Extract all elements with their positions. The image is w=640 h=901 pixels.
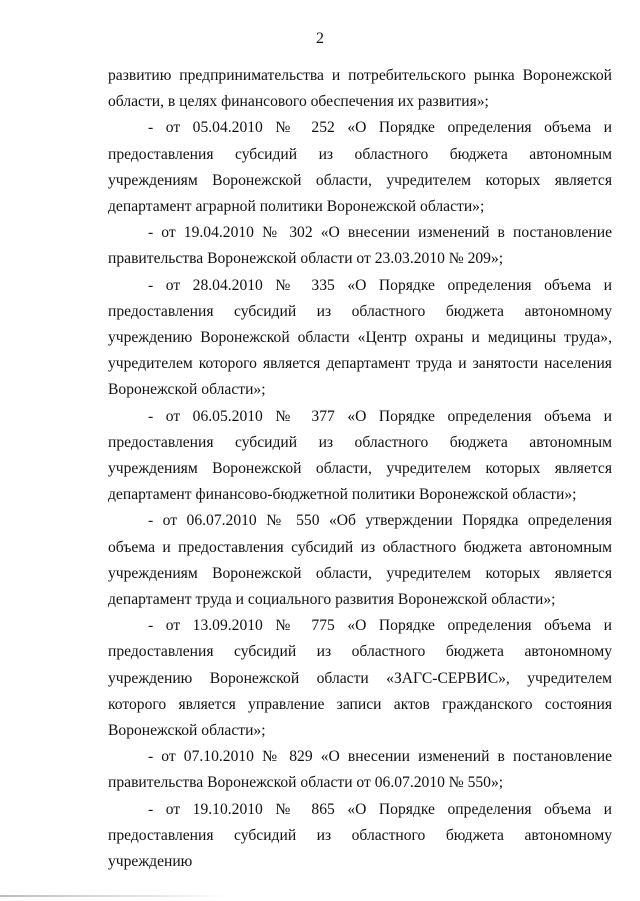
list-item-resolution-377: - от 06.05.2010 № 377 «О Порядке определения объема и предоставления субсидий из областного бюджета автономным учреждениям Воронежской области, учредителем которых является департамент финансово-бюджетной политики Воронежской области»;	[108, 407, 612, 504]
list-item-resolution-865: - от 19.10.2010 № 865 «О Порядке определения объема и предоставления субсидий из областного бюджета автономному учреждению	[108, 800, 612, 871]
list-item-resolution-775: - от 13.09.2010 № 775 «О Порядке определения объема и предоставления субсидий из областного бюджета автономному учреждению Воронежской области «ЗАГС-СЕРВИС», учредителем которого является управление записи актов гражданского состояния Воронежской области»;	[108, 617, 612, 740]
list-item-resolution-829: - от 07.10.2010 № 829 «О внесении изменений в постановление правительства Воронежской области от 06.07.2010 № 550»;	[108, 748, 612, 792]
list-item-resolution-252: - от 05.04.2010 № 252 «О Порядке определения объема и предоставления субсидий из областного бюджета автономным учреждениям Воронежской области, учредителем которых является департамент аграрной политики Воронежской области»;	[108, 119, 612, 216]
page-number: 2	[316, 30, 324, 47]
list-item-resolution-335: - от 28.04.2010 № 335 «О Порядке определения объема и предоставления субсидий из областного бюджета автономному учреждению Воронежской области «Центр охраны и медицины труда», учредителем которого является департамент труда и занятости населения Воронежской области»;	[108, 276, 612, 399]
scan-edge-mark	[0, 895, 230, 897]
list-item-resolution-302: - от 19.04.2010 № 302 «О внесении изменений в постановление правительства Воронежской области от 23.03.2010 № 209»;	[108, 224, 612, 268]
list-item-resolution-550: - от 06.07.2010 № 550 «Об утверждении Порядка определения объема и предоставления субсидий из областного бюджета автономным учреждениям Воронежской области, учредителем которых является департамент труда и социального развития Воронежской области»;	[108, 512, 612, 609]
document-body	[108, 63, 612, 875]
paragraph-continuation: развитию предпринимательства и потребительского рынка Воронежской области, в целях финансового обеспечения их развития»;	[108, 67, 612, 111]
